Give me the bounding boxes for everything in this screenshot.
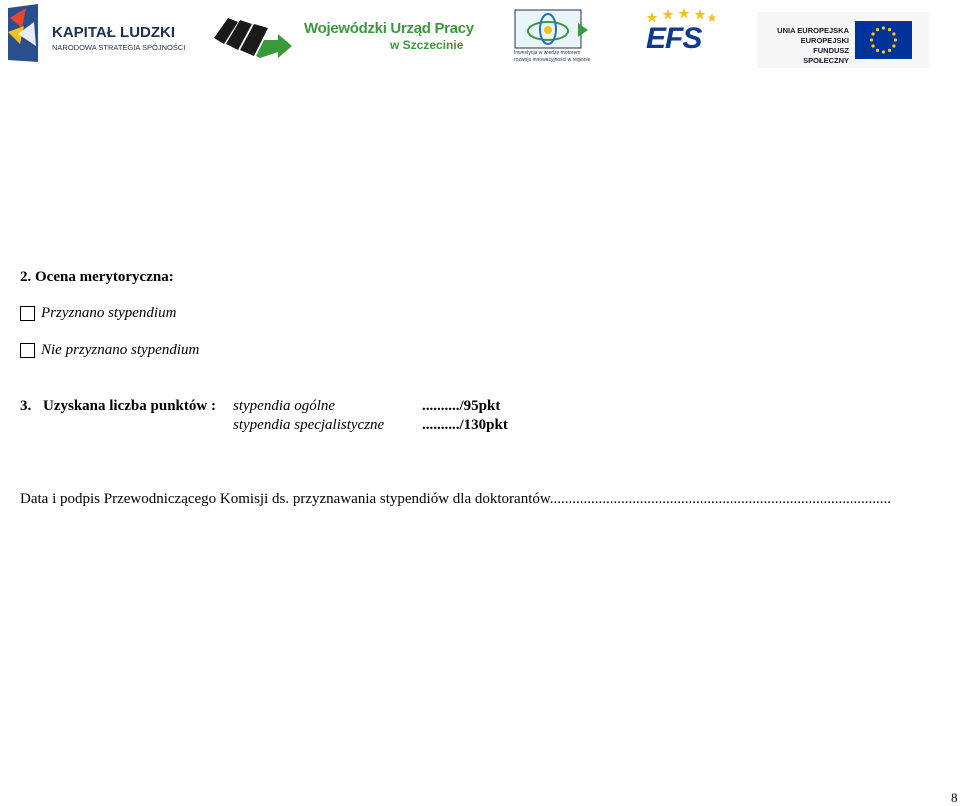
inwestycja-logo bbox=[514, 9, 609, 65]
option-przyznano: Przyznano stypendium bbox=[41, 305, 177, 321]
section2-heading: 2. Ocena merytoryczna: bbox=[20, 269, 174, 285]
inwestycja-emblem-icon bbox=[514, 9, 596, 51]
kapital-ludzki-emblem-icon bbox=[4, 4, 48, 64]
wup-logo bbox=[212, 10, 474, 62]
ue-line3: FUNDUSZ SPOŁECZNY bbox=[803, 46, 849, 65]
efs-text: EFS bbox=[646, 22, 702, 55]
page-number: 8 bbox=[951, 790, 958, 805]
score-specialist: ........../130pkt bbox=[422, 417, 508, 433]
wup-title: Wojewódzki Urząd Pracy bbox=[304, 20, 474, 37]
ue-line2: EUROPEJSKI bbox=[800, 36, 849, 45]
inwestycja-line1: Inwestycja w wiedzę motorem bbox=[514, 50, 581, 56]
kapital-ludzki-subtitle: NARODOWA STRATEGIA SPÓJNOŚCI bbox=[52, 43, 186, 52]
ue-line1: UNIA EUROPEJSKA bbox=[777, 26, 849, 35]
checkbox-nie-przyznano[interactable] bbox=[20, 343, 35, 358]
efs-logo bbox=[644, 8, 716, 58]
wup-subtitle: w Szczecinie bbox=[390, 38, 464, 52]
score-type-specialist: stypendia specjalistyczne bbox=[233, 417, 385, 433]
section3-number: 3. bbox=[20, 398, 32, 414]
kapital-ludzki-title: KAPITAŁ LUDZKI bbox=[52, 24, 176, 41]
checkbox-przyznano[interactable] bbox=[20, 306, 35, 321]
kapital-ludzki-logo bbox=[4, 4, 189, 64]
inwestycja-line2: rozwoju innowacyjności w regionie bbox=[514, 57, 591, 63]
eu-flag-icon bbox=[855, 21, 912, 59]
score-general: ........../95pkt bbox=[422, 398, 501, 414]
logo-bar bbox=[0, 0, 960, 70]
signature-line: Data i podpis Przewodniczącego Komisji ds. przyznawania stypendiów dla doktorantów........................................................................................... bbox=[20, 491, 891, 507]
ue-text bbox=[769, 26, 849, 66]
option-nie-przyznano: Nie przyznano stypendium bbox=[41, 342, 200, 358]
score-type-general: stypendia ogólne bbox=[233, 398, 336, 414]
wup-emblem-icon bbox=[212, 10, 302, 62]
ue-logo bbox=[757, 12, 929, 68]
section3-label: Uzyskana liczba punktów : bbox=[43, 398, 216, 414]
